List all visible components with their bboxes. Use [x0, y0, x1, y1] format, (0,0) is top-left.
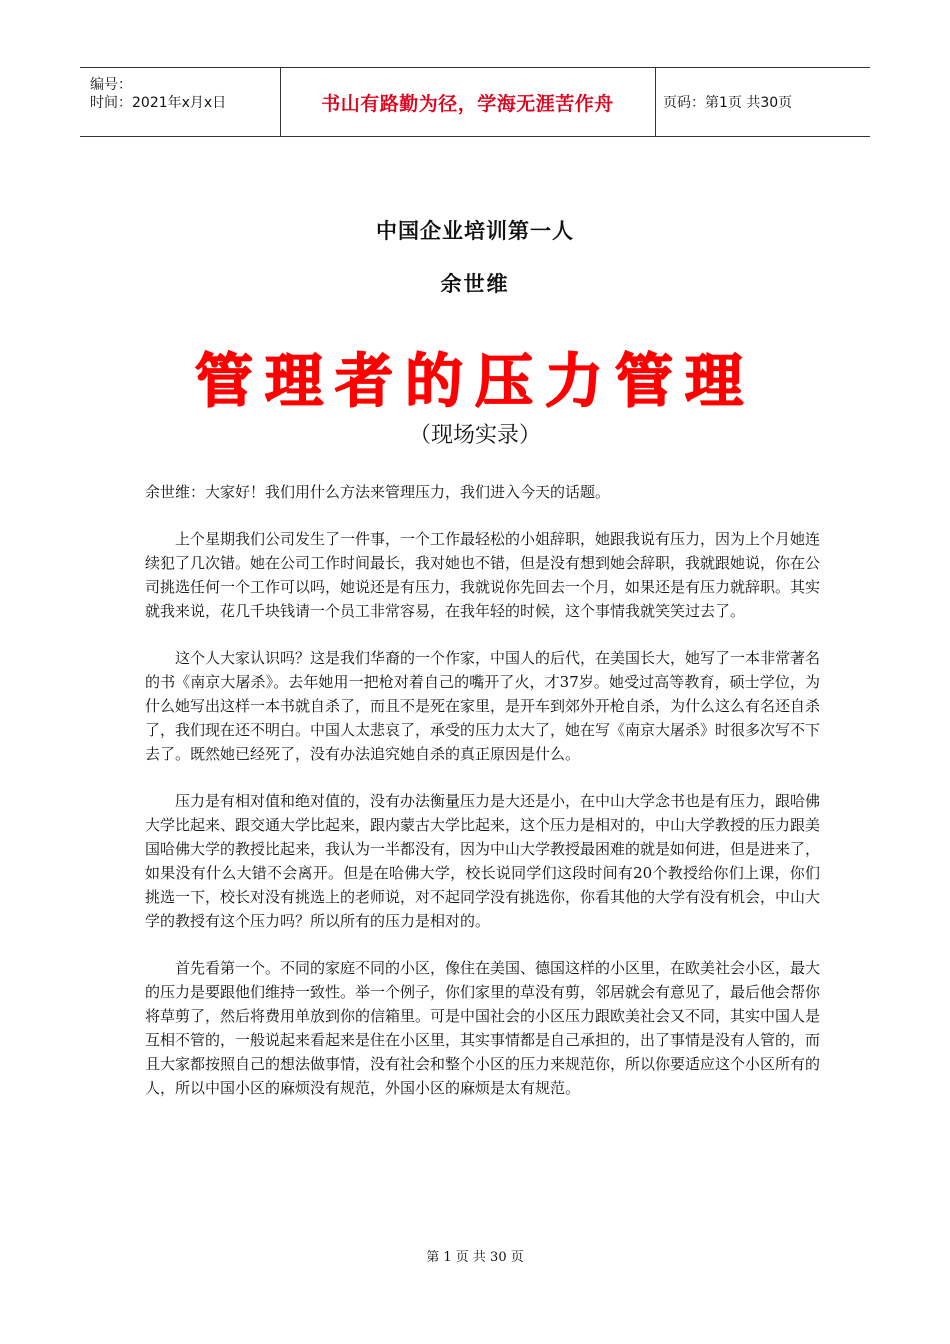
paragraph: 首先看第一个。不同的家庭不同的小区，像住在美国、德国这样的小区里，在欧美社会小区，最大的压力是要跟他们维持一致性。举一个例子，你们家里的草没有剪，邻居就会有意见了，最后他会帮你将草剪了，然后将费用单放到你的信箱里。可是中国社会的小区压力跟欧美社会又不同，其实中国人是互相不管的，一般说起来看起来是住在小区里，其实事情都是自己承担的，出了事情是没有人管的，而且大家都按照自己的想法做事情，没有社会和整个小区的压力来规范你，所以你要适应这个小区所有的人，所以中国小区的麻烦没有规范，外国小区的麻烦是太有规范。 [145, 959, 821, 1097]
author-name: 余世维 [440, 272, 510, 296]
main-title: 管理者的压力管理 [194, 347, 755, 415]
header-motto: 书山有路勤为径，学海无涯苦作舟 [321, 92, 614, 115]
subtitle: （现场实录） [408, 423, 541, 448]
page-info: 页码：第1页 共30页 [663, 95, 793, 111]
paragraph-intro: 余世维：大家好！我们用什么方法来管理压力，我们进入今天的话题。 [145, 483, 611, 501]
paragraph: 压力是有相对值和绝对值的，没有办法衡量压力是大还是小，在中山大学念书也是有压力，跟哈佛大学比起来、跟交通大学比起来，跟内蒙古大学比起来，这个压力是相对的，中山大学教授的压力跟美国哈佛大学的教授比起来，我认为一半都没有，因为中山大学教授最困难的就是如何进，但是进来了，如果没有什么大错不会离开。但是在哈佛大学，校长说同学们这段时间有20个教授给你们上课，你们挑选一下，校长对没有挑选上的老师说，对不起同学没有挑选你，你看其他的大学有没有机会，中山大学的教授有这个压力吗？所以所有的压力是相对的。 [145, 792, 821, 930]
number-label: 编号： [90, 77, 132, 93]
paragraph: 这个人大家认识吗？这是我们华裔的一个作家，中国人的后代，在美国长大，她写了一本非常著名的书《南京大屠杀》。去年她用一把枪对着自己的嘴开了火，才37岁。她受过高等教育，硕士学位，为什么她写出这样一本书就自杀了，而且不是死在家里，是开车到郊外开枪自杀，为什么这么有名还自杀了，我们现在还不明白。中国人太悲哀了，承受的压力太大了，她在写《南京大屠杀》时很多次写不下去了。既然她已经死了，没有办法追究她自杀的真正原因是什么。 [145, 649, 821, 763]
title-line-1: 中国企业培训第一人 [376, 219, 574, 243]
header-motto-cell [280, 68, 656, 136]
page-footer: 第 1 页 共 30 页 [426, 1250, 524, 1265]
header-meta [80, 68, 281, 136]
header-table [80, 67, 870, 137]
document-body [145, 480, 820, 1123]
date-line: 时间：2021年x月x日 [90, 95, 227, 111]
paragraph: 上个星期我们公司发生了一件事，一个工作最轻松的小姐辞职，她跟我说有压力，因为上个月她连续犯了几次错。她在公司工作时间最长，我对她也不错，但是没有想到她会辞职，我就跟她说，你在公司挑选任何一个工作可以吗，她说还是有压力，我就说你先回去一个月，如果还是有压力就辞职。其实就我来说，花几千块钱请一个员工非常容易，在我年轻的时候，这个事情我就笑笑过去了。 [145, 530, 821, 620]
